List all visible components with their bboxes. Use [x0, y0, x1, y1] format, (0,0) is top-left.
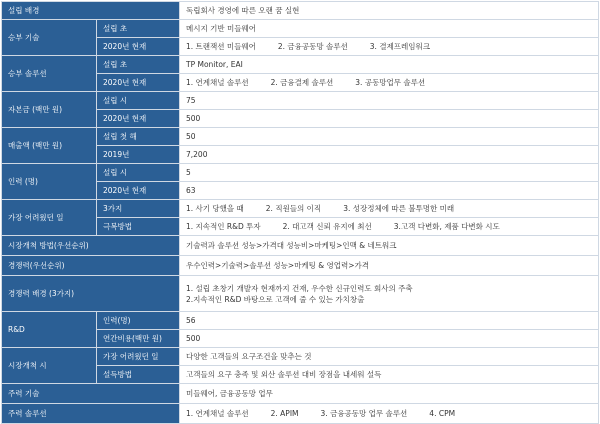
list-item: 1. 연계채널 솔루션 — [186, 77, 249, 87]
sub-label: 설립 초 — [97, 56, 180, 74]
row-founding-background — [2, 2, 599, 20]
row-label: 가장 어려웠던 일 — [2, 200, 97, 236]
row-revenue-early — [2, 128, 599, 146]
list-item: 2. 금융공동망 솔루션 — [277, 41, 348, 51]
sub-label: 2020년 현재 — [97, 38, 180, 56]
row-value — [180, 38, 599, 56]
row-value: 75 — [180, 92, 599, 110]
sub-label: 극복방법 — [97, 218, 180, 236]
row-value: 미들웨어, 금융공동망 업무 — [180, 384, 599, 404]
row-label: 자본금 (백만 원) — [2, 92, 97, 128]
list-item: 2. 대고객 신뢰 유지에 최선 — [282, 221, 372, 231]
row-value — [180, 276, 599, 312]
row-main-solution — [2, 404, 599, 424]
row-label: 매출액 (백만 원) — [2, 128, 97, 164]
row-value: 7,200 — [180, 146, 599, 164]
row-value — [180, 200, 599, 218]
row-label: 인력 (명) — [2, 164, 97, 200]
row-core-solution-early — [2, 56, 599, 74]
list-item: 1. 트랜잭션 미들웨어 — [186, 41, 256, 51]
row-label: 승부 솔루션 — [2, 56, 97, 92]
list-item: 3. 성장정체에 따른 불투명한 미래 — [343, 203, 455, 213]
row-label: R&D — [2, 312, 97, 348]
list-item: 4. CPM — [429, 408, 456, 418]
row-capital-early — [2, 92, 599, 110]
line-item: 1. 설립 초창기 개발자 현재까지 건재, 우수한 신규인력도 회사의 주축 — [186, 283, 413, 293]
row-main-tech — [2, 384, 599, 404]
row-value: 기술력과 솔루션 성능>가격대 성능비>마케팅>인맥 & 네트워크 — [180, 236, 599, 256]
sub-label: 2020년 현재 — [97, 110, 180, 128]
sub-label: 2020년 현재 — [97, 74, 180, 92]
list-item: 3. 결제프레임워크 — [369, 41, 431, 51]
line-item: 2.지속적인 R&D 바탕으로 고객에 줄 수 있는 가치창출 — [186, 294, 365, 304]
sub-label: 설립 시 — [97, 92, 180, 110]
row-value: 독립회사 경영에 따른 오랜 꿈 실현 — [180, 2, 599, 20]
row-value: 500 — [180, 110, 599, 128]
row-competitiveness-background — [2, 276, 599, 312]
row-value: 메시지 기반 미들웨어 — [180, 20, 599, 38]
row-value: 고객들의 요구 충족 및 외산 솔루션 대비 장점을 내세워 설득 — [180, 366, 599, 384]
list-item: 2. APIM — [270, 408, 299, 418]
row-label: 주력 솔루션 — [2, 404, 180, 424]
list-item: 2. 직원들의 이직 — [265, 203, 322, 213]
list-item: 1. 연계채널 솔루션 — [186, 408, 249, 418]
list-item: 3. 공동망업무 솔루션 — [355, 77, 426, 87]
sub-label: 2019년 — [97, 146, 180, 164]
row-value — [180, 218, 599, 236]
list-item: 2. 금융결제 솔루션 — [270, 77, 334, 87]
row-value: 우수인력>기술력>솔루션 성능>마케팅 & 영업력>가격 — [180, 256, 599, 276]
row-label: 경쟁력(우선순위) — [2, 256, 180, 276]
sub-label: 설립 시 — [97, 164, 180, 182]
row-value: 63 — [180, 182, 599, 200]
row-staff-early — [2, 164, 599, 182]
row-hardships — [2, 200, 599, 218]
row-value: 다양한 고객들의 요구조건을 맞추는 것 — [180, 348, 599, 366]
sub-label: 설립 초 — [97, 20, 180, 38]
row-value: 50 — [180, 128, 599, 146]
list-item: 3.고객 다변화, 제품 다변화 시도 — [393, 221, 500, 231]
row-value: 500 — [180, 330, 599, 348]
row-value: 5 — [180, 164, 599, 182]
row-value — [180, 404, 599, 424]
list-item: 1. 사기 당했을 때 — [186, 203, 244, 213]
sub-label: 인력(명) — [97, 312, 180, 330]
company-profile-table — [1, 1, 599, 424]
row-core-tech-early — [2, 20, 599, 38]
sub-label: 2020년 현재 — [97, 182, 180, 200]
row-label: 주력 기술 — [2, 384, 180, 404]
sub-label: 가장 어려웠던 일 — [97, 348, 180, 366]
row-value: TP Monitor, EAI — [180, 56, 599, 74]
row-value — [180, 74, 599, 92]
sub-label: 연간비용(백만 원) — [97, 330, 180, 348]
row-value: 56 — [180, 312, 599, 330]
row-label: 승부 기술 — [2, 20, 97, 56]
list-item: 3. 금융공동망 업무 솔루션 — [320, 408, 408, 418]
row-competitiveness — [2, 256, 599, 276]
row-label: 시장개척 방법(우선순위) — [2, 236, 180, 256]
row-market-hardship — [2, 348, 599, 366]
row-label: 설립 배경 — [2, 2, 180, 20]
row-market-method — [2, 236, 599, 256]
sub-label: 3가지 — [97, 200, 180, 218]
sub-label: 설립 첫 해 — [97, 128, 180, 146]
row-label: 시장개척 시 — [2, 348, 97, 384]
list-item: 1. 지속적인 R&D 투자 — [186, 221, 261, 231]
row-label: 경쟁력 배경 (3가지) — [2, 276, 180, 312]
row-rnd-staff — [2, 312, 599, 330]
sub-label: 설득방법 — [97, 366, 180, 384]
